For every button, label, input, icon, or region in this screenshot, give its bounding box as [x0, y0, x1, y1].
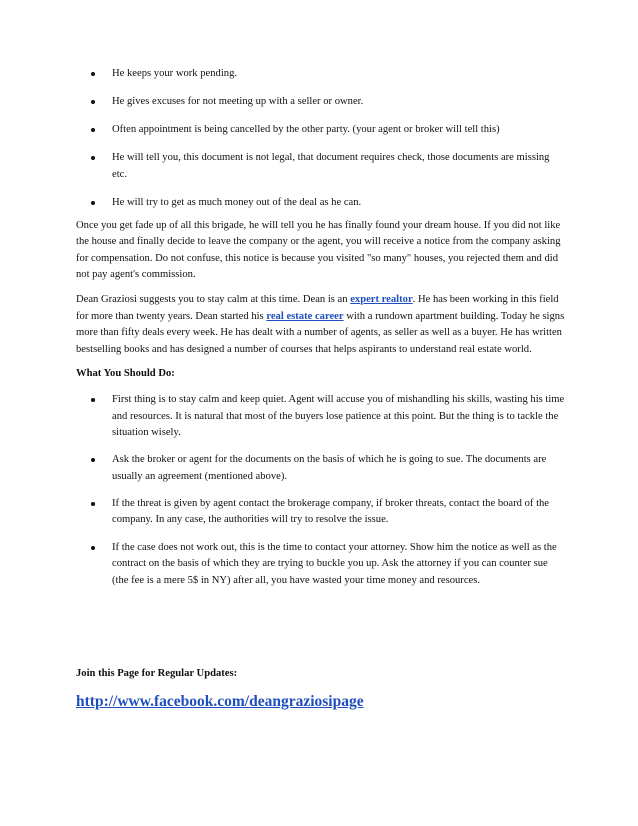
list-item: [76, 496, 566, 529]
bullet-icon: [91, 100, 95, 104]
list-item: [76, 66, 566, 83]
list-item: [76, 452, 566, 485]
bullet-icon: [91, 128, 95, 132]
list-item: [76, 94, 566, 111]
list-item: [76, 122, 566, 139]
bullet-icon: [91, 156, 95, 160]
list-item: [76, 195, 566, 212]
list-item-text: Ask the broker or agent for the documents on the basis of which he is going to sue. The documents are usually an agreement (mentioned above).: [112, 454, 547, 482]
list-item-text: He will try to get as much money out of the deal as he can.: [112, 196, 362, 208]
bullet-icon: [91, 546, 95, 550]
compensation-paragraph: Once you get fade up of all this brigade, he will tell you he has finally found your dream house. If you did not like the house and finally decide to leave the company or the agent, you will receive a notice from the company asking for compensation. Do not confuse, this notice is because you visited "so many" houses, you rejected them and did not pay agent's commission.: [76, 219, 561, 281]
list-item-text: He gives excuses for not meeting up with a seller or owner.: [112, 96, 364, 108]
facebook-page-link[interactable]: http://www.facebook.com/deangraziosipage: [76, 693, 364, 710]
list-item: [76, 540, 566, 590]
list-item-text: First thing is to stay calm and keep quiet. Agent will accuse you of mishandling his skills, wasting his time and resources. It is natural that most of the buyers lose patience at this point. But the thing is to tackle the situation wisely.: [112, 393, 565, 439]
list-item: [76, 150, 566, 183]
list-item-text: Often appointment is being cancelled by the other party. (your agent or broker will tell this): [112, 124, 500, 136]
list-item: [76, 392, 566, 442]
document-body: [76, 66, 566, 600]
section-heading: What You Should Do:: [76, 368, 175, 380]
paragraph-text: . He has been working in this field for more than twenty years. Dean started his: [76, 293, 559, 322]
bullet-icon: [91, 72, 95, 76]
bullet-icon: [91, 458, 95, 462]
paragraph-text: with a rundown apartment building. Today he signs more than fifty deals every week. He has dealt with a number of agents, as seller as well as a buyer. He has written bestselling books and has designed a number of courses that helps aspirants to understand real estate world.: [76, 310, 565, 355]
list-item-text: He keeps your work pending.: [112, 68, 238, 79]
dean-graziosi-paragraph: [76, 292, 566, 358]
bullet-icon: [91, 398, 95, 402]
bullet-icon: [91, 502, 95, 506]
action-steps-list: [76, 392, 566, 589]
real-estate-career-link[interactable]: real estate career: [266, 310, 344, 322]
list-item-text: He will tell you, this document is not legal, that document requires check, those documents are missing etc.: [112, 152, 550, 180]
bullet-icon: [91, 201, 95, 205]
expert-realtor-link[interactable]: expert realtor: [350, 293, 413, 305]
list-item-text: If the case does not work out, this is the time to contact your attorney. Show him the notice as well as the contract on the basis of which they are trying to buckle you up. Ask the attorney if you can counter sue (the fee is a mere 5$ in NY) after all, you have wasted your time money and resources.: [112, 541, 557, 586]
join-page-label: Join this Page for Regular Updates:: [76, 668, 238, 679]
agent-tactics-list: [76, 66, 566, 212]
list-item-text: If the threat is given by agent contact the brokerage company, if broker threats, contact the board of the company. In any case, the authorities will try to resolve the issue.: [112, 497, 550, 526]
paragraph-text: Dean Graziosi suggests you to stay calm at this time. Dean is an: [76, 293, 351, 305]
